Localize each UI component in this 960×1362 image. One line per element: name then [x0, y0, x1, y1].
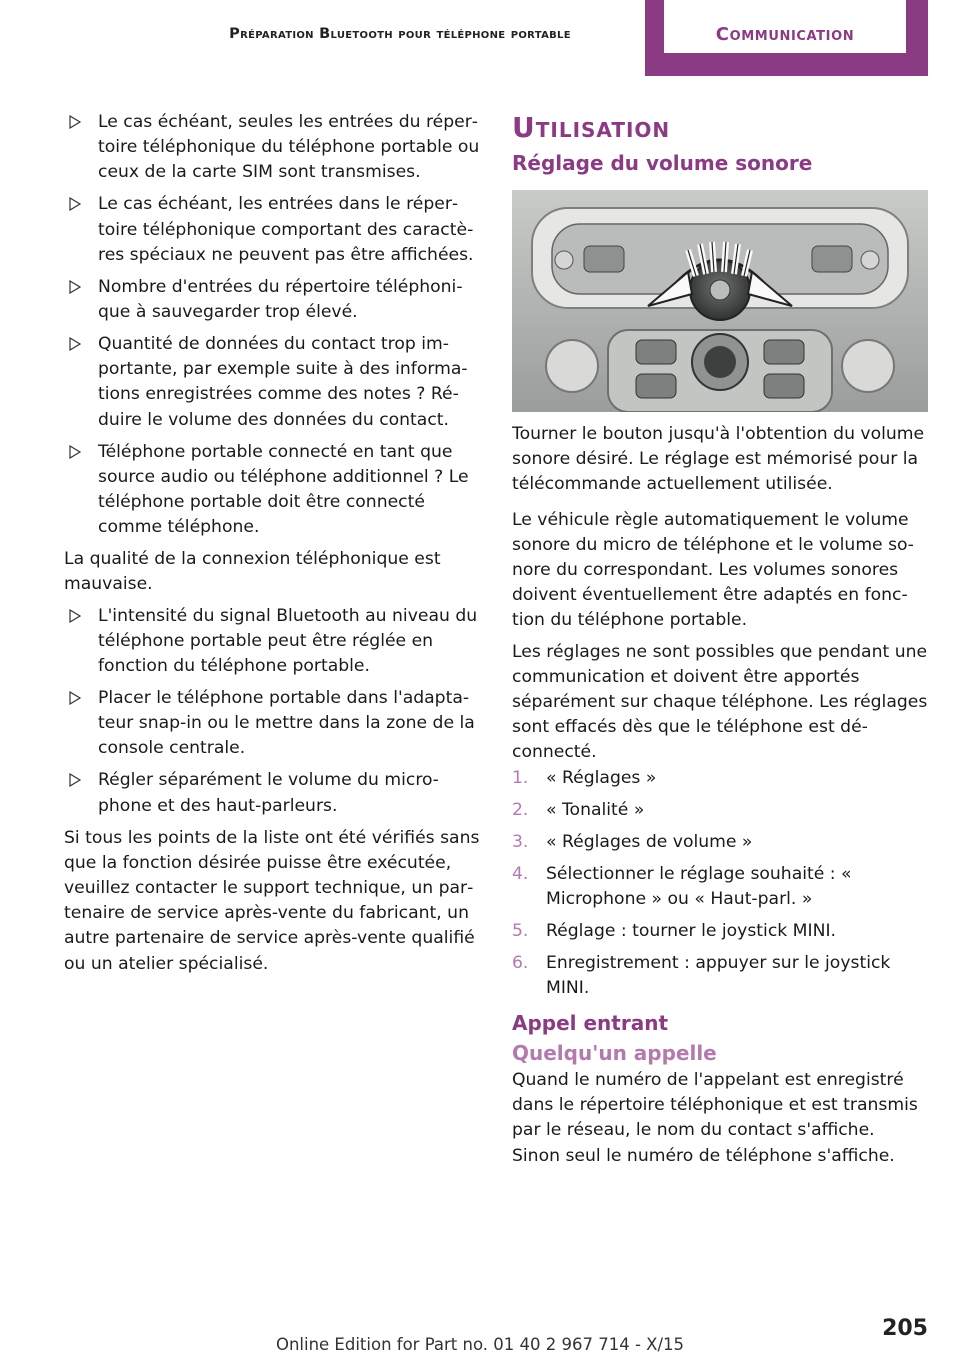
header-section-title: Préparation Bluetooth pour téléphone portable: [229, 26, 571, 42]
list-item: 6. Enregistrement : appuyer sur le joystick MINI.: [512, 952, 891, 999]
list-item: 2. « Tonalité »: [512, 799, 645, 820]
triangle-bullet-icon: [68, 609, 82, 623]
list-item: Quantité de données du contact trop importante, par exemple suite à des informations enregistrées comme des notes ? Réduire le volume des données du contact.: [64, 332, 480, 433]
list-item: Le cas échéant, seules les entrées du répertoire téléphonique du téléphone portable ou ceux de la carte SIM sont transmises.: [64, 110, 480, 186]
subheading-volume: Réglage du volume sonore: [512, 151, 813, 175]
list-item: L'intensité du signal Bluetooth au niveau du téléphone portable peut être réglée en fonction du téléphone portable.: [64, 604, 480, 680]
right-column: [512, 108, 928, 1169]
paragraph-settings-during-call: Les réglages ne sont possibles que pendant une communication et doivent être apportés séparément sur chaque téléphone. Les réglages sont effacés dès que le téléphone est déconnecté.: [512, 641, 928, 763]
paragraph-turn-knob: Tourner le bouton jusqu'à l'obtention du volume sonore désiré. Le réglage est mémorisé pour la télécommande actuellement utilisée.: [512, 424, 925, 495]
left-column: [64, 110, 480, 977]
steps-list: [512, 766, 928, 1002]
subheading-incoming-call: Appel entrant: [512, 1011, 669, 1036]
list-item: 1. « Réglages »: [512, 767, 657, 788]
triangle-bullet-icon: [68, 773, 82, 787]
list-item: Régler séparément le volume du microphone et des haut-parleurs.: [64, 768, 480, 818]
list-item: 3. « Réglages de volume »: [512, 831, 753, 852]
paragraph-support: Si tous les points de la liste ont été vérifiés sans que la fonction désirée puisse être exécutée, veuillez contacter le support technique, un partenaire de service après-vente du fabricant, un autre partenaire de service après-vente qualifié ou un atelier spécialisé.: [64, 827, 480, 974]
triangle-bullet-icon: [68, 691, 82, 705]
paragraph-auto-volume: Le véhicule règle automatiquement le volume sonore du micro de téléphone et le volume sonore du correspondant. Les volumes sonores doivent éventuellement être adaptés en fonction du téléphone portable.: [512, 509, 914, 631]
bullet-list-1: [64, 110, 480, 540]
list-item: Placer le téléphone portable dans l'adaptateur snap-in ou le mettre dans la zone de la console centrale.: [64, 686, 480, 762]
section-heading-utilisation: Utilisation: [512, 111, 671, 144]
footer-edition: Online Edition for Part no. 01 40 2 967 714 - X/15: [275, 1335, 685, 1354]
triangle-bullet-icon: [68, 197, 82, 211]
triangle-bullet-icon: [68, 115, 82, 129]
triangle-bullet-icon: [68, 337, 82, 351]
page-number: 205: [882, 1316, 928, 1341]
list-item: Téléphone portable connecté en tant que source audio ou téléphone additionnel ? Le téléphone portable doit être connecté comme téléphone.: [64, 440, 480, 541]
triangle-bullet-icon: [68, 445, 82, 459]
paragraph-caller-display: Quand le numéro de l'appelant est enregistré dans le répertoire téléphonique et est transmis par le réseau, le nom du contact s'affiche. Sinon seul le numéro de téléphone s'affiche.: [512, 1070, 918, 1166]
bullet-list-2: [64, 604, 480, 819]
subheading-someone-calling: Quelqu'un appelle: [512, 1041, 717, 1066]
triangle-bullet-icon: [68, 280, 82, 294]
volume-knob-illustration: [512, 190, 928, 412]
list-item: 5. Réglage : tourner le joystick MINI.: [512, 920, 836, 941]
list-item: Nombre d'entrées du répertoire téléphonique à sauvegarder trop élevé.: [64, 275, 480, 325]
paragraph-connection-quality: La qualité de la connexion téléphonique est mauvaise.: [64, 549, 441, 595]
header-chapter-title: Communication: [664, 0, 906, 53]
list-item: 4. Sélectionner le réglage souhaité : « Microphone » ou « Haut-parl. »: [512, 863, 852, 909]
list-item: Le cas échéant, les entrées dans le répertoire téléphonique comportant des caractères spéciaux ne peuvent pas être affichées.: [64, 192, 480, 268]
